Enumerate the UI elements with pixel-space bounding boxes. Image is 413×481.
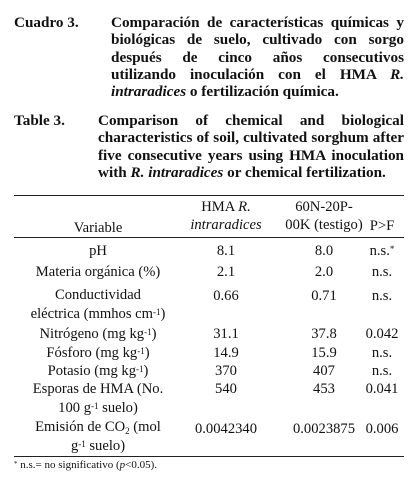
row-phosphorus-p: n.s. — [371, 345, 393, 361]
row-conductivity-p: n.s. — [371, 288, 393, 304]
row-potassium-control: 407 — [313, 363, 335, 379]
caption-label-english: Table 3. — [14, 112, 65, 129]
caption-spanish — [14, 14, 404, 100]
caption-text-spanish: Comparación de características químicas y biológicas de suelo, cultivado con sorgo después de cinco años consecutivos utilizando inoculación con el HMA R. intraradices o fertilización química. — [111, 14, 404, 101]
row-phosphorus-control: 15.9 — [311, 345, 337, 361]
header-p-value: P>F — [369, 218, 395, 234]
row-organic-matter-p: n.s. — [371, 264, 393, 280]
row-potassium-p: n.s. — [371, 363, 393, 379]
header-variable: Variable — [73, 220, 123, 236]
caption-english — [14, 112, 404, 181]
row-conductivity-control: 0.71 — [311, 288, 337, 304]
header-control: 60N-20P- — [295, 199, 353, 215]
row-co2-p: 0.006 — [365, 421, 399, 437]
header-control-line2: 00K (testigo) — [285, 217, 363, 233]
row-organic-matter-control: 2.0 — [314, 264, 334, 280]
row-potassium-hma: 370 — [215, 363, 237, 379]
header-hma: HMA R. — [201, 199, 251, 215]
row-ph-hma: 8.1 — [216, 243, 236, 259]
table-top-rule — [14, 195, 404, 196]
row-phosphorus-hma: 14.9 — [213, 345, 239, 361]
row-co2-control: 0.0023875 — [292, 421, 356, 437]
row-co2-variable: Emisión de $CO_2$ (mol — [35, 419, 161, 436]
row-nitrogen-hma: 31.1 — [213, 326, 239, 342]
row-spores-control: 453 — [313, 381, 335, 397]
table-header-rule — [14, 237, 404, 238]
row-conductivity-hma: 0.66 — [213, 288, 239, 304]
row-spores-hma: 540 — [215, 381, 237, 397]
row-ph-p: n.s.* — [369, 243, 395, 259]
row-co2-hma: 0.0042340 — [194, 421, 258, 437]
row-spores-variable: Esporas de HMA (No. — [32, 381, 164, 397]
row-organic-matter-variable: Materia orgánica (%) — [35, 264, 161, 280]
row-conductivity-variable: Conductividad — [55, 287, 141, 303]
header-hma-species: intraradices — [190, 217, 262, 233]
caption-text-english: Comparison of chemical and biological characteristics of soil, cultivated sorghum after five consecutive years using HMA inoculation with R. intraradices or chemical fertilization. — [98, 112, 404, 181]
row-co2-variable-line2: $g^{-1}$ suelo) — [70, 438, 126, 454]
table-bottom-rule — [14, 456, 404, 457]
row-nitrogen-variable: Nitrógeno (mg $kg^{-1}$) — [39, 326, 157, 342]
row-potassium-variable: Potasio (mg $kg^{-1}$) — [47, 363, 149, 379]
caption-label-spanish: Cuadro 3. — [14, 14, 79, 31]
row-ph-variable: pH — [89, 243, 107, 259]
row-phosphorus-variable: Fósforo (mg $kg^{-1}$) — [46, 345, 150, 361]
row-ph-control: 8.0 — [314, 243, 334, 259]
row-spores-variable-line2: 100 $g^{-1}$ suelo) — [58, 400, 138, 416]
row-spores-p: 0.041 — [365, 381, 399, 397]
row-conductivity-variable-line2: eléctrica (mmhos $cm^{-1}$) — [30, 306, 166, 322]
row-organic-matter-hma: 2.1 — [216, 264, 236, 280]
row-nitrogen-p: 0.042 — [365, 326, 399, 342]
table-footnote: * n.s.= no significativo (p<0.05). — [14, 459, 158, 471]
row-nitrogen-control: 37.8 — [311, 326, 337, 342]
